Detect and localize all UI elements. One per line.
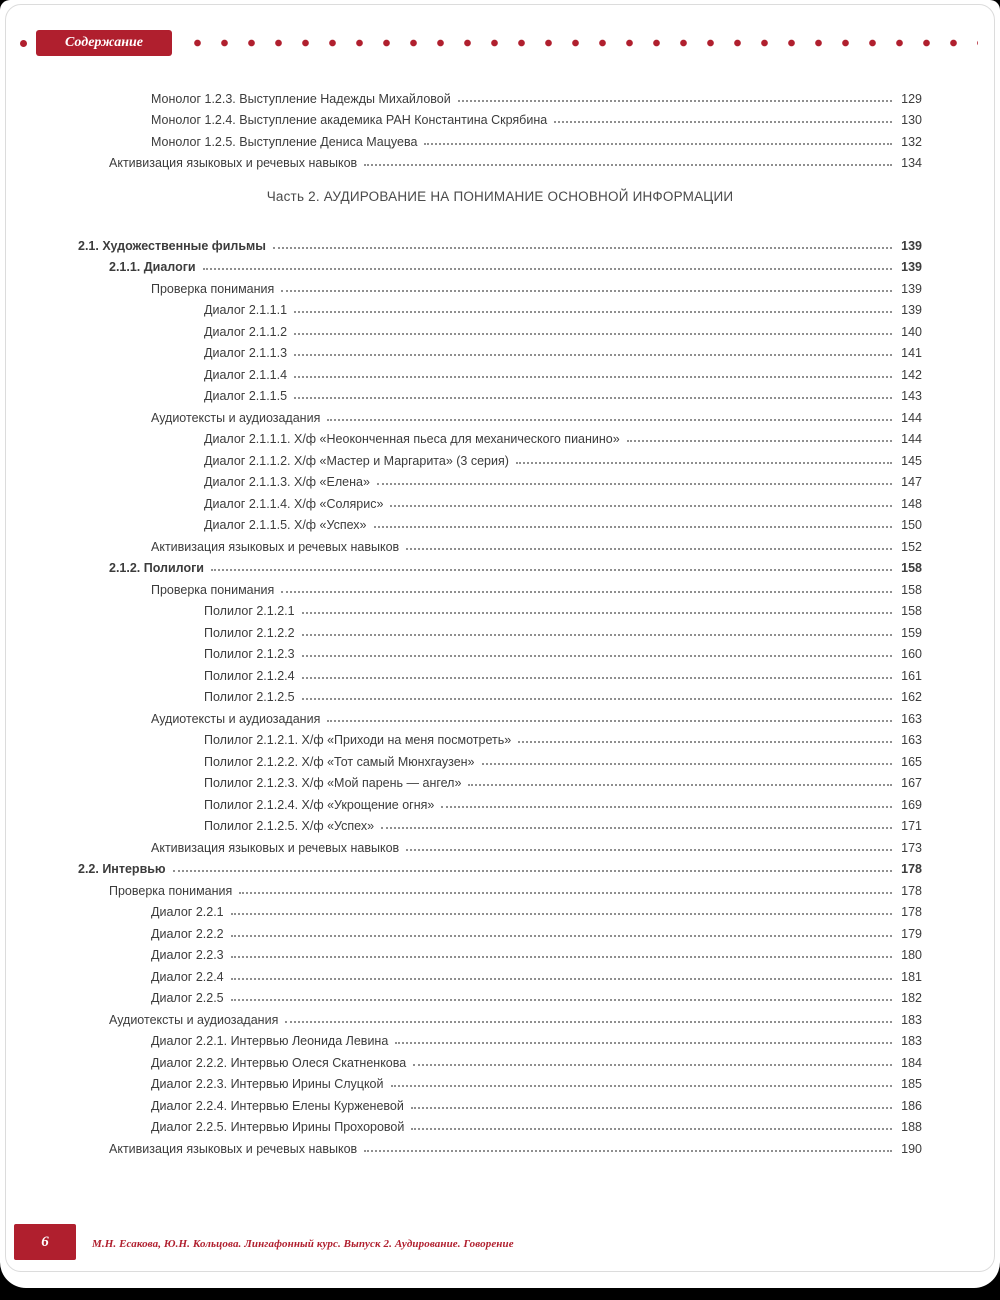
toc-entry-label: Монолог 1.2.5. Выступление Дениса Мацуева [151, 134, 418, 149]
toc-entry-label: Полилог 2.1.2.3 [204, 647, 295, 661]
toc-entry-page: 184 [901, 1055, 922, 1070]
dot-leader [364, 164, 892, 166]
toc-entry-label: Полилог 2.1.2.2 [204, 625, 295, 640]
dot-leader [302, 677, 892, 679]
toc-entry-label: Диалог 2.1.1.1. Х/ф «Неоконченная пьеса для механического пианино» [204, 432, 620, 446]
toc-entry-label: Диалог 2.2.2 [151, 926, 224, 941]
dot-leader [406, 548, 892, 550]
dot-leader [211, 569, 892, 571]
toc-entry-page: 158 [901, 582, 922, 597]
toc-entry [0, 855, 1000, 877]
dot-leader [327, 720, 892, 722]
toc-entry-label: Монолог 1.2.4. Выступление академика РАН Константина Скрябина [151, 113, 548, 127]
toc-entry-label: Полилог 2.1.2.4 [204, 668, 295, 683]
toc-entry [0, 1005, 1000, 1027]
toc-entry-label: Диалог 2.1.1.1 [204, 303, 288, 317]
toc-entry-label: Диалог 2.2.4. Интервью Елены Курженевой [151, 1098, 404, 1113]
toc-entry-label: Диалог 2.1.1.4 [204, 367, 288, 382]
toc-entry-label: Аудиотексты и аудиозадания [151, 410, 321, 425]
toc-entry-label: Диалог 2.2.3 [151, 948, 224, 962]
part-heading: Часть 2. АУДИРОВАНИЕ НА ПОНИМАНИЕ ОСНОВНОЙ ИНФОРМАЦИИ [266, 189, 734, 204]
dot-leader [231, 935, 892, 937]
toc-entry-page: 162 [901, 690, 922, 704]
toc-entry-label: Монолог 1.2.3. Выступление Надежды Михайловой [151, 91, 451, 106]
toc-entry-label: Полилог 2.1.2.4. Х/ф «Укрощение огня» [204, 797, 435, 812]
toc-entry [0, 790, 1000, 812]
dot-leader [239, 892, 892, 894]
toc-entry-label: Активизация языковых и речевых навыков [109, 1141, 358, 1156]
dotted-rule [184, 39, 978, 47]
toc-entry-page: 160 [901, 647, 922, 661]
toc-entry-label: Полилог 2.1.2.2. Х/ф «Тот самый Мюнхгаузен» [204, 754, 475, 769]
toc-entry [0, 446, 1000, 468]
toc-entry-page: 159 [901, 625, 922, 640]
dot-leader [516, 462, 892, 464]
dot-leader [327, 419, 892, 421]
toc-entry-page: 178 [901, 883, 922, 898]
toc-entry [0, 898, 1000, 920]
toc-entry-label: Аудиотексты и аудиозадания [109, 1012, 279, 1027]
dot-leader [458, 100, 892, 102]
toc-entry-label: Активизация языковых и речевых навыков [109, 156, 358, 170]
toc-entry-label: Диалог 2.1.1.2 [204, 324, 288, 339]
dot-leader [231, 999, 892, 1001]
toc-entry-page: 163 [901, 733, 922, 747]
toc-entry [0, 618, 1000, 640]
toc-entry [0, 296, 1000, 318]
table-of-contents [0, 84, 1000, 1156]
toc-entry-page: 182 [901, 991, 922, 1005]
toc-entry [0, 726, 1000, 748]
toc-entry-label: 2.1. Художественные фильмы [78, 238, 266, 253]
toc-entry-page: 186 [901, 1098, 922, 1113]
toc-entry [0, 468, 1000, 490]
toc-entry-page: 161 [901, 668, 922, 683]
toc-entry [0, 274, 1000, 296]
dot-leader [413, 1064, 892, 1066]
dot-leader [294, 354, 892, 356]
dot-leader [294, 333, 892, 335]
toc-entry [0, 317, 1000, 339]
dot-leader [627, 440, 892, 442]
toc-entry-label: Полилог 2.1.2.3. Х/ф «Мой парень — ангел» [204, 776, 462, 790]
toc-entry [0, 1091, 1000, 1113]
dot-leader [374, 526, 892, 528]
toc-entry-label: Диалог 2.2.1. Интервью Леонида Левина [151, 1034, 389, 1048]
toc-entry-page: 139 [901, 281, 922, 296]
toc-entry [0, 425, 1000, 447]
toc-entry-page: 169 [901, 797, 922, 812]
toc-entry-label: Диалог 2.1.1.3 [204, 346, 288, 360]
toc-entry-page: 183 [901, 1012, 922, 1027]
dot-leader [231, 978, 892, 980]
dot-leader [294, 397, 892, 399]
toc-entry [0, 382, 1000, 404]
dot-leader [381, 827, 892, 829]
toc-entry [0, 1134, 1000, 1156]
toc-entry [0, 127, 1000, 149]
toc-entry-page: 139 [901, 303, 922, 317]
toc-entry-label: Полилог 2.1.2.1 [204, 604, 295, 618]
toc-entry-label: 2.1.1. Диалоги [109, 260, 196, 274]
dot-leader [406, 849, 892, 851]
running-title: М.Н. Есакова, Ю.Н. Кольцова. Лингафонный курс. Выпуск 2. Аудирование. Говорение [92, 1238, 514, 1250]
toc-entry-page: 163 [901, 711, 922, 726]
toc-entry-label: Диалог 2.2.5. Интервью Ирины Прохоровой [151, 1120, 405, 1134]
dot-leader [285, 1021, 892, 1023]
toc-entry-page: 134 [901, 156, 922, 170]
dot-leader [482, 763, 892, 765]
dot-leader [302, 655, 892, 657]
toc-entry [0, 489, 1000, 511]
toc-entry-label: Диалог 2.1.1.5 [204, 389, 288, 403]
toc-entry-page: 130 [901, 113, 922, 127]
toc-entry [0, 812, 1000, 834]
toc-entry-label: Диалог 2.1.1.4. Х/ф «Солярис» [204, 496, 384, 511]
toc-entry [0, 683, 1000, 705]
toc-entry-label: Диалог 2.2.5 [151, 991, 224, 1005]
toc-entry [0, 149, 1000, 171]
dot-leader [294, 376, 892, 378]
toc-entry-label: 2.1.2. Полилоги [109, 561, 204, 575]
dot-leader [302, 634, 892, 636]
dot-leader [203, 268, 892, 270]
toc-entry [0, 360, 1000, 382]
dot-leader [364, 1150, 892, 1152]
toc-entry-page: 165 [901, 754, 922, 769]
dot-leader [281, 290, 892, 292]
toc-entry-page: 139 [901, 238, 922, 253]
toc-entry-page: 178 [901, 905, 922, 919]
toc-entry-page: 140 [901, 324, 922, 339]
toc-entry-page: 144 [901, 410, 922, 425]
dot-leader [390, 505, 892, 507]
toc-entry [0, 106, 1000, 128]
toc-entry-label: Проверка понимания [151, 281, 275, 296]
toc-section-part2 [0, 231, 1000, 1156]
toc-entry-page: 139 [901, 260, 922, 274]
dot-leader [391, 1085, 893, 1087]
toc-entry-label: Аудиотексты и аудиозадания [151, 711, 321, 726]
toc-entry [0, 84, 1000, 106]
toc-entry-page: 158 [901, 561, 922, 575]
dot-leader [302, 698, 892, 700]
toc-entry-label: Диалог 2.2.1 [151, 905, 224, 919]
page-number-badge: 6 [14, 1224, 76, 1260]
toc-entry-label: 2.2. Интервью [78, 862, 166, 876]
toc-entry-label: Активизация языковых и речевых навыков [151, 539, 400, 554]
toc-entry-label: Диалог 2.1.1.2. Х/ф «Мастер и Маргарита» (3 серия) [204, 453, 509, 468]
toc-entry-label: Полилог 2.1.2.5 [204, 690, 295, 704]
toc-entry-page: 145 [901, 453, 922, 468]
toc-entry-page: 171 [901, 819, 922, 833]
toc-entry-label: Диалог 2.1.1.3. Х/ф «Елена» [204, 475, 370, 489]
contents-tab-label: Содержание [36, 30, 172, 56]
toc-entry-label: Активизация языковых и речевых навыков [151, 840, 400, 855]
toc-entry [0, 597, 1000, 619]
toc-entry-page: 144 [901, 432, 922, 446]
toc-entry [0, 231, 1000, 253]
toc-entry-page: 150 [901, 518, 922, 532]
toc-entry-page: 129 [901, 91, 922, 106]
dot-leader [231, 956, 892, 958]
toc-entry-page: 152 [901, 539, 922, 554]
toc-entry-label: Полилог 2.1.2.1. Х/ф «Приходи на меня посмотреть» [204, 733, 512, 747]
toc-entry [0, 253, 1000, 275]
red-dot-icon [20, 40, 27, 47]
toc-entry-page: 147 [901, 475, 922, 489]
toc-entry-page: 188 [901, 1120, 922, 1134]
toc-entry [0, 919, 1000, 941]
toc-entry-page: 183 [901, 1034, 922, 1048]
toc-entry [0, 747, 1000, 769]
toc-entry-page: 190 [901, 1141, 922, 1156]
dot-leader [294, 311, 892, 313]
toc-entry-page: 132 [901, 134, 922, 149]
toc-entry-label: Полилог 2.1.2.5. Х/ф «Успех» [204, 819, 375, 833]
toc-entry [0, 704, 1000, 726]
toc-entry [0, 532, 1000, 554]
dot-leader [554, 121, 892, 123]
dot-leader [518, 741, 892, 743]
dot-leader [173, 870, 892, 872]
toc-entry-page: 167 [901, 776, 922, 790]
dot-leader [468, 784, 892, 786]
toc-entry [0, 941, 1000, 963]
contents-header [20, 30, 978, 56]
toc-entry-page: 180 [901, 948, 922, 962]
toc-entry [0, 1070, 1000, 1092]
toc-entry-page: 143 [901, 389, 922, 403]
toc-entry-page: 179 [901, 926, 922, 941]
toc-entry-page: 185 [901, 1077, 922, 1091]
toc-entry [0, 511, 1000, 533]
dot-leader [273, 247, 892, 249]
toc-entry [0, 962, 1000, 984]
toc-section-part1-tail [0, 84, 1000, 170]
dot-leader [377, 483, 892, 485]
dot-leader [281, 591, 892, 593]
toc-entry [0, 984, 1000, 1006]
toc-entry-label: Диалог 2.2.3. Интервью Ирины Слуцкой [151, 1077, 384, 1091]
toc-entry [0, 876, 1000, 898]
toc-entry [0, 575, 1000, 597]
dot-leader [302, 612, 892, 614]
toc-entry [0, 1113, 1000, 1135]
toc-entry-label: Проверка понимания [151, 582, 275, 597]
toc-entry-page: 178 [901, 862, 922, 876]
toc-entry [0, 1027, 1000, 1049]
dot-leader [411, 1107, 892, 1109]
toc-entry [0, 554, 1000, 576]
dot-leader [411, 1128, 892, 1130]
dot-leader [231, 913, 892, 915]
toc-entry-page: 141 [901, 346, 922, 360]
toc-entry-page: 173 [901, 840, 922, 855]
toc-entry-label: Диалог 2.2.2. Интервью Олеся Скатненкова [151, 1055, 407, 1070]
toc-entry-label: Диалог 2.1.1.5. Х/ф «Успех» [204, 518, 367, 532]
toc-entry [0, 1048, 1000, 1070]
toc-entry [0, 769, 1000, 791]
toc-entry-label: Диалог 2.2.4 [151, 969, 224, 984]
toc-entry-label: Проверка понимания [109, 883, 233, 898]
dot-leader [424, 143, 892, 145]
toc-entry-page: 158 [901, 604, 922, 618]
toc-entry-page: 181 [901, 969, 922, 984]
toc-entry [0, 640, 1000, 662]
dot-leader [395, 1042, 892, 1044]
dot-leader [441, 806, 892, 808]
toc-entry-page: 142 [901, 367, 922, 382]
toc-entry-page: 148 [901, 496, 922, 511]
toc-entry [0, 339, 1000, 361]
toc-entry [0, 403, 1000, 425]
toc-entry [0, 661, 1000, 683]
toc-entry [0, 833, 1000, 855]
